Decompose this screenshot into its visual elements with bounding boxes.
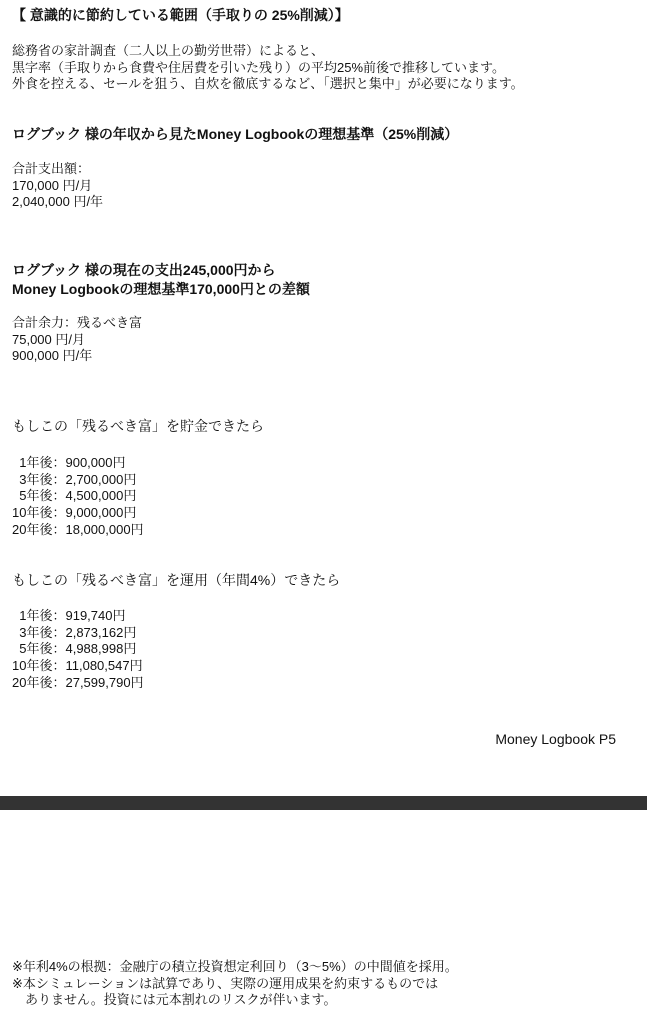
period-cell: 20年後 bbox=[12, 521, 53, 537]
savings-table bbox=[12, 455, 144, 539]
amount-cell: 9,000,000円 bbox=[65, 505, 137, 521]
table-row: 3年後 ： 2,700,000円 bbox=[12, 472, 144, 489]
amount-cell: 11,080,547円 bbox=[65, 658, 143, 674]
footnote-line: ※本シミュレーションは試算であり、実際の運用成果を約束するものでは bbox=[12, 975, 439, 991]
intro-paragraph bbox=[12, 43, 524, 93]
gap-yearly: 900,000 円/年 bbox=[12, 348, 93, 363]
page-divider bbox=[0, 796, 647, 810]
table-row: 5年後 ： 4,988,998円 bbox=[12, 641, 144, 658]
period-cell: 5年後 bbox=[19, 488, 53, 504]
footnote-line: ありません。投資には元本割れのリスクが伴います。 bbox=[12, 992, 337, 1007]
invest-table bbox=[12, 608, 144, 692]
amount-cell: 2,700,000円 bbox=[65, 471, 137, 487]
period-cell: 1年後 bbox=[19, 455, 53, 470]
gap-heading bbox=[12, 261, 310, 299]
footnotes bbox=[12, 959, 458, 1009]
intro-line: 外食を控える、セールを狙う、自炊を徹底するなど、「選択と集中」が必要になります。 bbox=[12, 76, 524, 91]
invest-heading: もしこの「残るべき富」を運用（年間4%）できたら bbox=[12, 572, 341, 588]
period-cell: 10年後 bbox=[12, 505, 53, 521]
amount-cell: 4,500,000円 bbox=[65, 488, 137, 504]
amount-cell: 2,873,162円 bbox=[65, 624, 137, 640]
amount-cell: 900,000円 bbox=[65, 455, 126, 470]
gap-totals bbox=[12, 315, 142, 365]
period-cell: 3年後 bbox=[19, 471, 53, 487]
gap-monthly: 75,000 円/月 bbox=[12, 331, 85, 347]
period-cell: 1年後 bbox=[19, 608, 53, 623]
gap-label: 合計余力：残るべき富 bbox=[12, 315, 143, 330]
table-row: 3年後 ： 2,873,162円 bbox=[12, 625, 144, 642]
table-row: 20年後 ： 18,000,000円 bbox=[12, 521, 144, 537]
ideal-monthly: 170,000 円/月 bbox=[12, 177, 93, 193]
period-cell: 10年後 bbox=[12, 658, 53, 674]
table-row: 10年後 ： 9,000,000円 bbox=[12, 505, 144, 522]
period-cell: 20年後 bbox=[12, 674, 53, 690]
intro-line: 黒字率（手取りから食費や住居費を引いた残り）の平均25%前後で推移しています。 bbox=[12, 59, 505, 75]
table-row: 1年後 ： 919,740円 bbox=[12, 608, 144, 625]
ideal-yearly: 2,040,000 円/年 bbox=[12, 194, 104, 209]
table-row: 1年後 ： 900,000円 bbox=[12, 455, 144, 472]
savings-heading: もしこの「残るべき富」を貯金できたら bbox=[12, 418, 264, 434]
period-cell: 5年後 bbox=[19, 641, 53, 657]
ideal-totals bbox=[12, 161, 103, 211]
intro-title: 【 意識的に節約している範囲（手取りの 25%削減）】 bbox=[12, 7, 349, 23]
amount-cell: 18,000,000円 bbox=[65, 521, 144, 537]
table-row: 10年後 ： 11,080,547円 bbox=[12, 658, 143, 674]
period-cell: 3年後 bbox=[19, 624, 53, 640]
ideal-heading: ログブック 様の年収から見たMoney Logbookの理想基準（25%削減） bbox=[12, 126, 459, 142]
gap-heading-line1: ログブック 様の現在の支出245,000円から bbox=[12, 262, 276, 278]
footnote-line: ※年利4%の根拠：金融庁の積立投資想定利回り（3〜5%）の中間値を採用。 bbox=[12, 959, 458, 974]
amount-cell: 27,599,790円 bbox=[65, 674, 144, 690]
gap-heading-line2: Money Logbookの理想基準170,000円との差額 bbox=[12, 281, 310, 297]
table-row: 5年後 ： 4,500,000円 bbox=[12, 488, 144, 505]
intro-line: 総務省の家計調査（二人以上の勤労世帯）によると、 bbox=[12, 43, 325, 58]
amount-cell: 4,988,998円 bbox=[65, 641, 137, 657]
page-footer: Money Logbook P5 bbox=[495, 731, 616, 747]
table-row: 20年後 ： 27,599,790円 bbox=[12, 674, 144, 690]
amount-cell: 919,740円 bbox=[65, 608, 126, 623]
ideal-label: 合計支出額： bbox=[12, 161, 91, 176]
